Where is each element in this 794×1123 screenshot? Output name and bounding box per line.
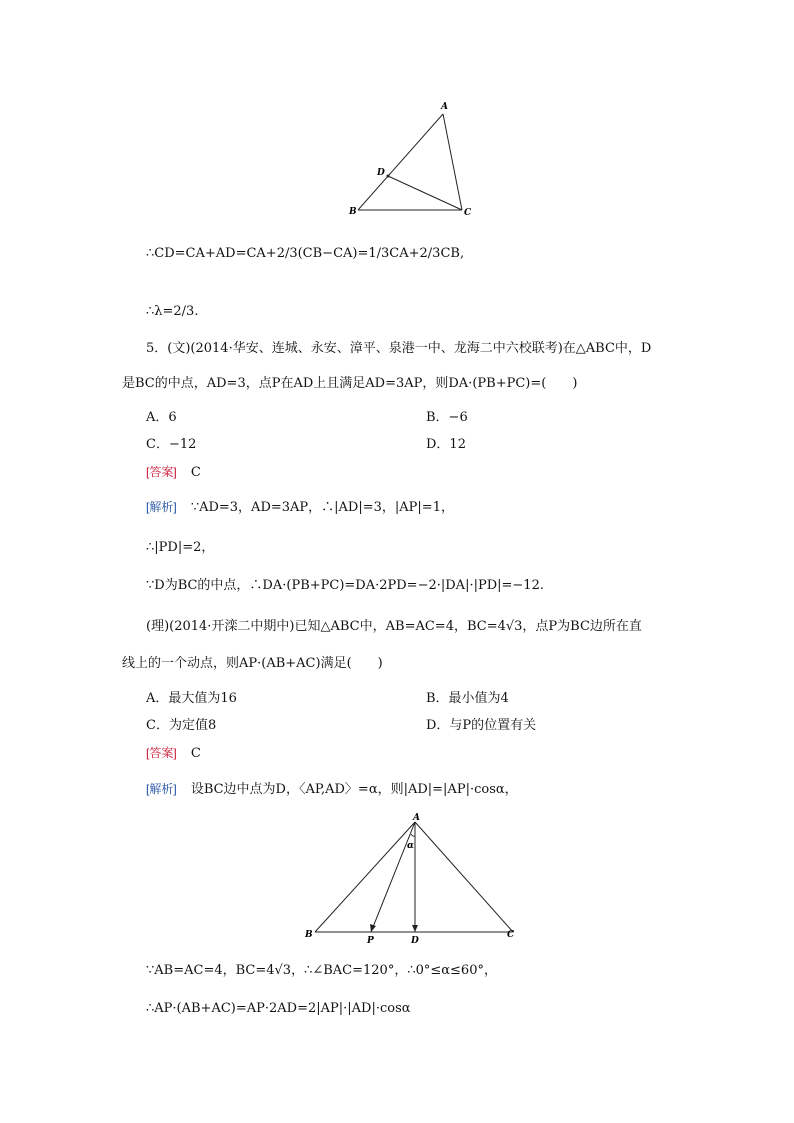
q5b-option-a: A．最大值为16 xyxy=(146,691,237,706)
q5b-step-2: ∵AB=AC=4，BC=4√3，∴∠BAC=120°，∴0°≤α≤60°， xyxy=(146,963,497,978)
label-alpha: α xyxy=(407,841,414,851)
q5-analysis xyxy=(146,497,454,518)
question-5b-stem: (理)(2014·开滦二中期中)已知△ABC中，AB=AC=4，BC=4√3，点P为BC边所在直 xyxy=(146,619,642,634)
analysis-tag: [解析] xyxy=(146,500,177,514)
q5-option-a: A．6 xyxy=(146,410,177,425)
question-5-stem-cont: 是BC的中点，AD=3，点P在AD上且满足AD=3AP，则DA·(PB+PC)=( ) xyxy=(122,376,578,391)
triangle-figure-1 xyxy=(340,98,480,220)
triangle-figure-2 xyxy=(300,810,530,948)
q5b-step-3: ∴AP·(AB+AC)=AP·2AD=2|AP|·|AD|·cosα xyxy=(146,1001,411,1016)
q5-step-3: ∵D为BC的中点，∴DA·(PB+PC)=DA·2PD=−2·|DA|·|PD|=−12. xyxy=(146,578,544,593)
analysis-tag: [解析] xyxy=(146,782,177,796)
question-5-stem: 5．(文)(2014·华安、连城、永安、漳平、泉港一中、龙海二中六校联考)在△ABC中，D xyxy=(146,341,652,356)
q5b-answer xyxy=(146,743,201,764)
label-C: C xyxy=(464,208,472,218)
q5-answer xyxy=(146,462,201,483)
label-D: D xyxy=(411,936,419,946)
q5-option-d: D．12 xyxy=(426,437,466,452)
question-5b-stem-cont: 线上的一个动点，则AP·(AB+AC)满足( ) xyxy=(122,656,383,671)
q5b-analysis xyxy=(146,779,518,800)
answer-value: C xyxy=(190,746,201,761)
label-A: A xyxy=(441,102,448,112)
label-B: B xyxy=(349,207,357,217)
answer-tag: [答案] xyxy=(146,465,177,479)
q5b-option-b: B．最小值为4 xyxy=(426,691,509,706)
derivation-cd: ∴CD=CA+AD=CA+2/3(CB−CA)=1/3CA+2/3CB, xyxy=(146,246,465,261)
answer-tag: [答案] xyxy=(146,746,177,760)
answer-value: C xyxy=(190,465,201,480)
q5b-option-d: D．与P的位置有关 xyxy=(426,718,537,733)
q5-option-b: B．−6 xyxy=(426,410,468,425)
analysis-text: 设BC边中点为D，〈AP,AD〉=α，则|AD|=|AP|·cosα， xyxy=(190,782,518,797)
label-B: B xyxy=(305,930,313,940)
q5-option-c: C．−12 xyxy=(146,437,197,452)
label-D: D xyxy=(377,168,385,178)
q5b-option-c: C．为定值8 xyxy=(146,718,217,733)
q5-step-2: ∴|PD|=2， xyxy=(146,540,215,555)
label-A: A xyxy=(413,813,420,823)
label-C: C xyxy=(507,930,515,940)
lambda-result: ∴λ=2/3. xyxy=(146,304,199,319)
label-P: P xyxy=(367,936,374,946)
analysis-text: ∵AD=3，AD=3AP，∴|AD|=3，|AP|=1， xyxy=(190,500,454,515)
